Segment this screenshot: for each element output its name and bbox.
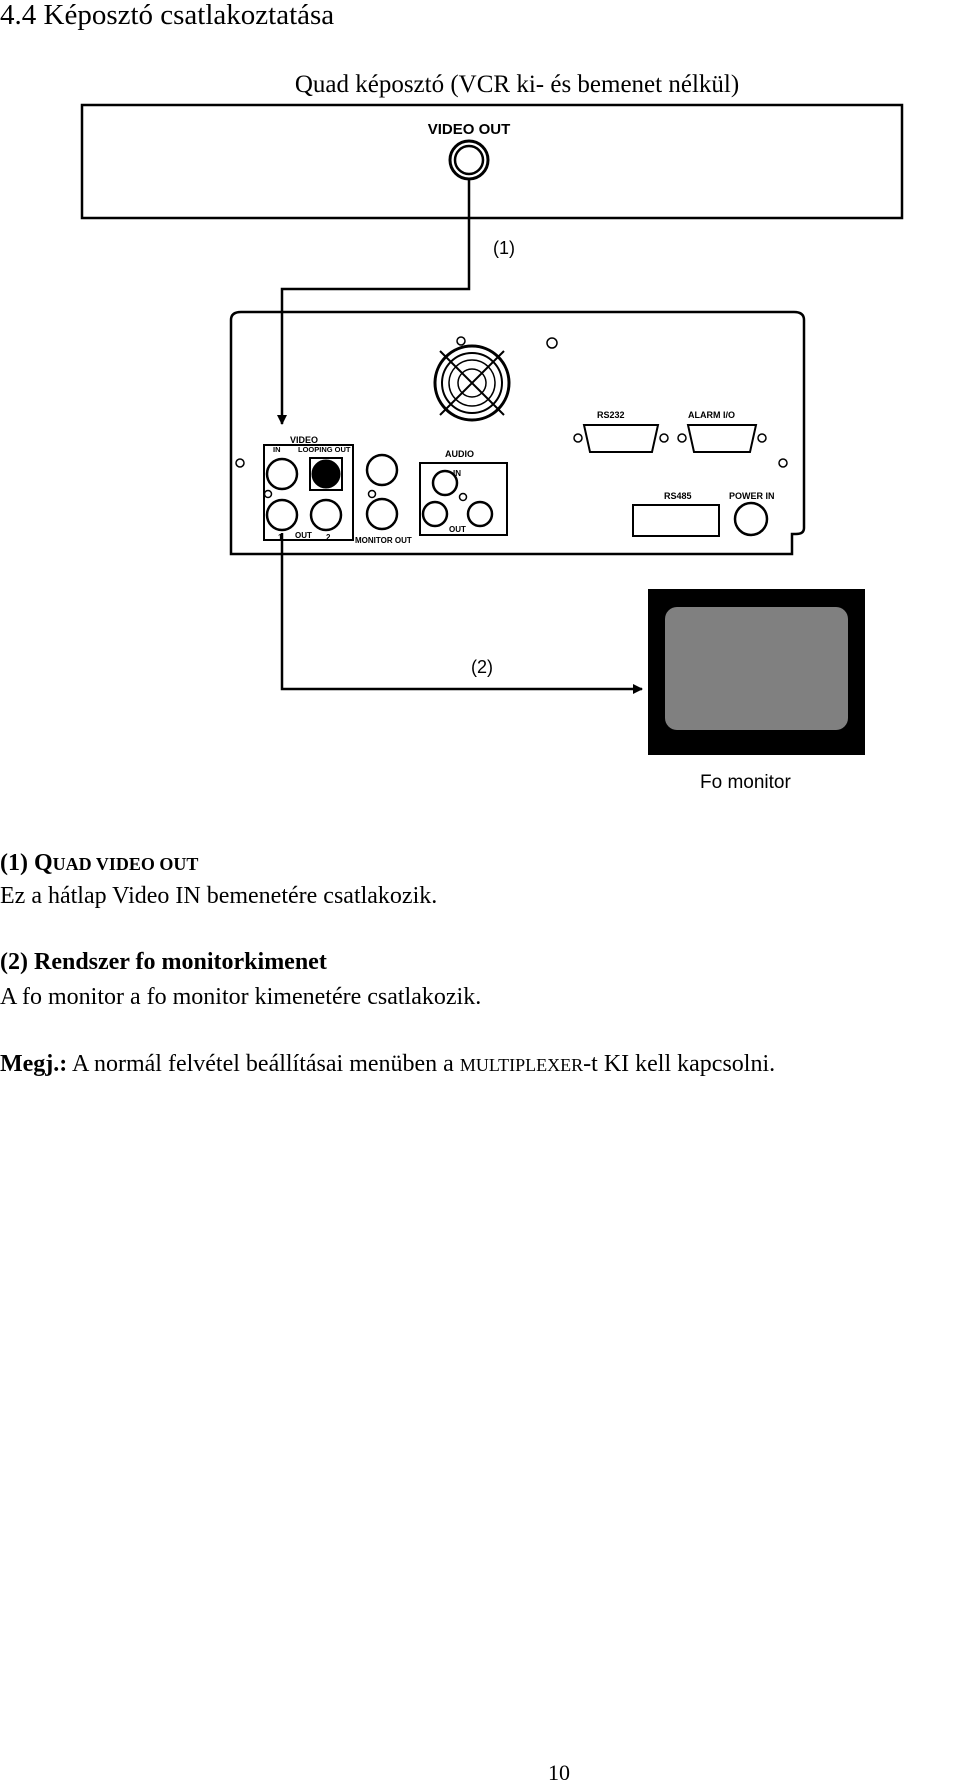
monitor-out-connector <box>367 499 397 529</box>
looping-out-label: LOOPING OUT <box>298 445 351 454</box>
rs232-connector <box>584 425 658 452</box>
video-out-connector <box>450 141 488 179</box>
alarm-screw-right <box>758 434 766 442</box>
megj-note <box>0 1049 775 1080</box>
rs232-screw-left <box>574 434 582 442</box>
audio-in-label: IN <box>453 469 461 478</box>
megj-tail: -t KI kell kapcsolni. <box>583 1051 776 1077</box>
screw-left <box>236 459 244 467</box>
monitor-out-label: MONITOR OUT <box>355 536 412 545</box>
cable-1 <box>282 180 469 424</box>
connection-diagram <box>0 0 960 800</box>
screw-top-right <box>547 338 557 348</box>
looping-out-jack <box>312 460 340 488</box>
video-in-connector <box>267 459 297 489</box>
audio-title: AUDIO <box>445 449 474 459</box>
video-title: VIDEO <box>290 435 319 445</box>
note-1-rest: UAD VIDEO OUT <box>52 854 199 874</box>
screw-right <box>779 459 787 467</box>
note-1-title <box>0 848 198 879</box>
out-2-label: 2 <box>326 533 331 542</box>
audio-small-screw <box>460 494 467 501</box>
cable-1-label: (1) <box>493 238 515 258</box>
megj-text: A normál felvétel beállításai menüben a <box>67 1051 460 1077</box>
video-in-label: IN <box>273 445 281 454</box>
audio-out-right-connector <box>468 502 492 526</box>
monitor-label: Fo monitor <box>700 772 791 793</box>
video-out-label: VIDEO OUT <box>427 121 511 138</box>
rs485-connector <box>633 505 719 536</box>
power-in-label: POWER IN <box>729 491 775 501</box>
fan-icon <box>435 346 509 420</box>
screw-top-left <box>457 337 465 345</box>
video-out-1-connector <box>267 500 297 530</box>
video-out-2-connector <box>311 500 341 530</box>
out-1-label: 1 <box>278 533 283 542</box>
section-title: 4.4 Képosztó csatlakoztatása <box>0 0 335 31</box>
cable-2 <box>282 533 642 689</box>
quad-caption: Quad képosztó (VCR ki- és bemenet nélkül) <box>294 71 740 98</box>
alarm-io-label: ALARM I/O <box>688 410 735 420</box>
monitor-small-screw <box>369 491 376 498</box>
note-1-prefix: (1) Q <box>0 850 53 876</box>
page-number: 10 <box>548 1760 570 1785</box>
note-2-title: (2) Rendszer fo monitorkimenet <box>0 949 327 975</box>
audio-in-connector <box>433 471 457 495</box>
out-label: OUT <box>295 531 312 540</box>
rs232-screw-right <box>660 434 668 442</box>
rs485-label: RS485 <box>664 491 692 501</box>
megj-label: Megj.: <box>0 1051 68 1077</box>
cable-2-label: (2) <box>471 657 493 677</box>
video-small-screw <box>265 491 272 498</box>
power-in-connector <box>735 503 767 535</box>
note-1-text: Ez a hátlap Video IN bemenetére csatlakozik. <box>0 883 438 909</box>
megj-multiplexer: MULTIPLEXER <box>459 1055 584 1075</box>
monitor-screen <box>665 607 848 730</box>
monitor-out-top-connector <box>367 455 397 485</box>
alarm-screw-left <box>678 434 686 442</box>
alarm-io-connector <box>688 425 756 452</box>
audio-out-left-connector <box>423 502 447 526</box>
rs232-label: RS232 <box>597 410 625 420</box>
note-2-text: A fo monitor a fo monitor kimenetére csatlakozik. <box>0 984 482 1010</box>
audio-out-label: OUT <box>449 525 466 534</box>
